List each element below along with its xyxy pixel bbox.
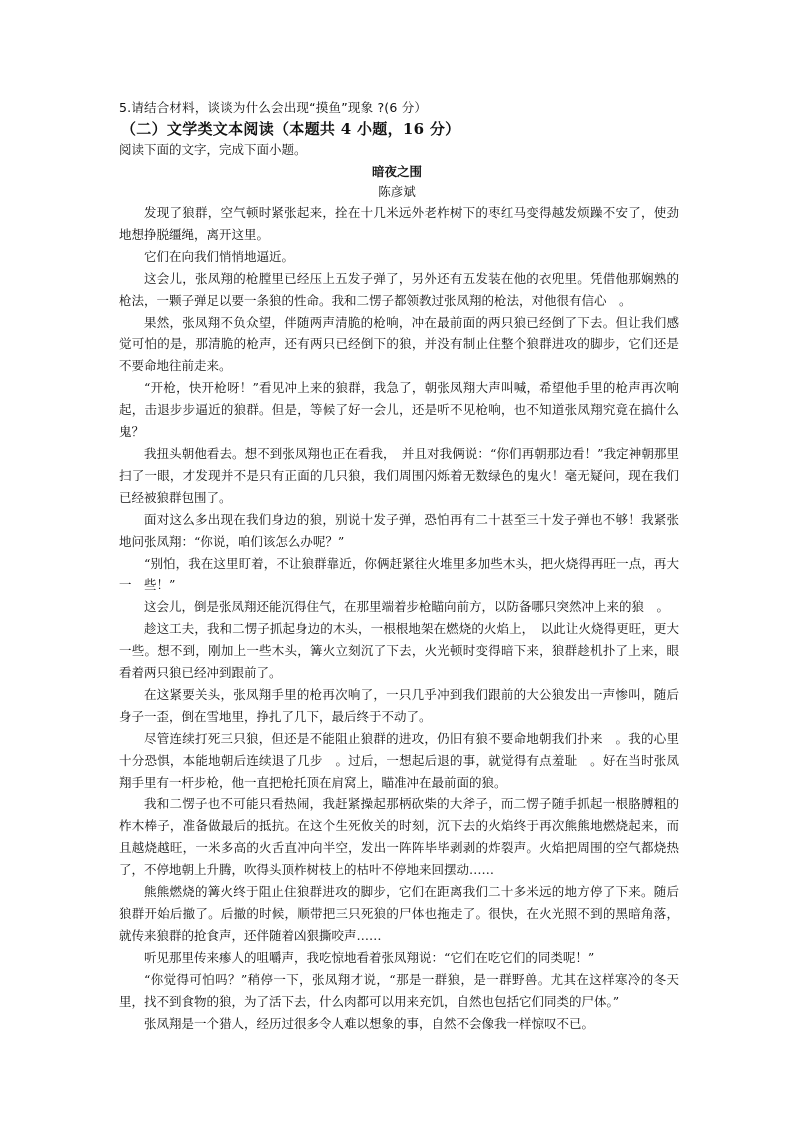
story-paragraph: “开枪，快开枪呀！”看见冲上来的狼群，我急了，朝张凤翔大声叫喊，希望他手里的枪声再次响起，击退步步逼近的狼群。但是，等候了好一会儿，还是听不见枪响，也不知道张凤翔究竟在搞什么鬼？ (119, 380, 679, 440)
reading-instruction: 阅读下面的文字，完成下面小题。 (119, 142, 307, 157)
story-author: 陈彦斌 (378, 184, 416, 199)
story-paragraph: 在这紧要关头，张凤翔手里的枪再次响了，一只几乎冲到我们跟前的大公狼发出一声惨叫，随后身子一歪，倒在雪地里，挣扎了几下，最后终于不动了。 (119, 686, 679, 724)
section-heading: （二）文学类文本阅读（本题共 4 小题，16 分） (121, 120, 461, 138)
story-paragraph: 发现了狼群，空气顿时紧张起来，拴在十几米远外老柞树下的枣红马变得越发烦躁不安了，使劲地想挣脱缰绳，离开这里。 (119, 205, 679, 242)
story-paragraph: 我扭头朝他看去。想不到张凤翔也正在看我， 并且对我俩说：“你们再朝那边看！”我定神朝那里扫了一眼，才发现并不是只有正面的几只狼，我们周围闪烁着无数绿色的鬼火！毫无疑问，现在我们已经被狼群包围了。 (119, 445, 679, 505)
story-paragraph: 果然，张凤翔不负众望，伴随两声清脆的枪响，冲在最前面的两只狼已经倒了下去。但让我们感觉可怕的是，那清脆的枪声，还有两只已经倒下的狼，并没有制止住整个狼群进攻的脚步，它们还是不要命地往前走来。 (119, 314, 679, 374)
story-body (119, 202, 679, 1034)
story-paragraph: 面对这么多出现在我们身边的狼，别说十发子弹，恐怕再有二十甚至三十发子弹也不够！我紧张地问张凤翔：“你说，咱们该怎么办呢？” (119, 511, 679, 549)
story-paragraph: 听见那里传来瘆人的咀嚼声，我吃惊地看着张凤翔说：“它们在吃它们的同类呢！” (144, 949, 595, 965)
story-paragraph: “你觉得可怕吗？”稍停一下，张凤翔才说，“那是一群狼，是一群野兽。尤其在这样寒冷的冬天里，找不到食物的狼，为了活下去，什么肉都可以用来充饥，自然也包括它们同类的尸体。” (119, 971, 679, 1009)
question-5-prompt: 5.请结合材料，谈谈为什么会出现“摸鱼”现象 ?(6 分） (119, 100, 428, 115)
story-paragraph: 尽管连续打死三只狼，但还是不能阻止狼群的进攻，仍旧有狼不要命地朝我们扑来 。我的心里十分恐惧，本能地朝后连续退了几步 。过后，一想起后退的事，就觉得有点羞耻 。好在当时张凤翔手里有一杆步枪，他一直把枪托顶在肩窝上，瞄准冲在最前面的狼。 (119, 730, 679, 790)
story-paragraph: 张凤翔是一个猎人，经历过很多令人难以想象的事，自然不会像我一样惊叹不已。 (144, 1015, 595, 1031)
story-title: 暗夜之围 (371, 164, 422, 179)
story-paragraph: 趁这工夫，我和二愣子抓起身边的木头，一根根地架在燃烧的火焰上， 以此让火烧得更旺，更大一些。想不到，刚加上一些木头，篝火立刻沉了下去，火光顿时变得暗下来，狼群趁机扑了上来，眼看着两只狼已经冲到跟前了。 (119, 621, 679, 681)
story-paragraph: “别怕，我在这里盯着，不让狼群靠近，你俩赶紧往火堆里多加些木头，把火烧得再旺一点，再大一 些！” (119, 555, 679, 593)
story-paragraph: 我和二愣子也不可能只看热闹，我赶紧操起那柄砍柴的大斧子，而二愣子随手抓起一根胳膊粗的柞木棒子，准备做最后的抵抗。在这个生死攸关的时刻，沉下去的火焰终于再次熊熊地燃烧起来，而且越烧越旺，一米多高的火舌直冲向半空，发出一阵阵毕毕剥剥的炸裂声。火焰把周围的空气都烧热了，不停地朝上升腾，吹得头顶柞树枝上的枯叶不停地来回摆动…… (119, 796, 679, 878)
story-paragraph: 它们在向我们悄悄地逼近。 (144, 248, 295, 264)
story-paragraph: 熊熊燃烧的篝火终于阻止住狼群进攻的脚步，它们在距离我们二十多米远的地方停了下来。随后狼群开始后撤了。后撤的时候，顺带把三只死狼的尸体也拖走了。很快，在火光照不到的黑暗角落，就传来狼群的抢食声，还伴随着凶狠撕咬声…… (119, 884, 679, 943)
story-paragraph: 这会儿，张凤翔的枪膛里已经压上五发子弹了，另外还有五发装在他的衣兜里。凭借他那娴熟的枪法，一颗子弹足以要一条狼的性命。我和二愣子都领教过张凤翔的枪法，对他很有信心 。 (119, 270, 679, 308)
story-paragraph: 这会儿，倒是张凤翔还能沉得住气，在那里端着步枪瞄向前方，以防备哪只突然冲上来的狼 。 (144, 599, 670, 615)
